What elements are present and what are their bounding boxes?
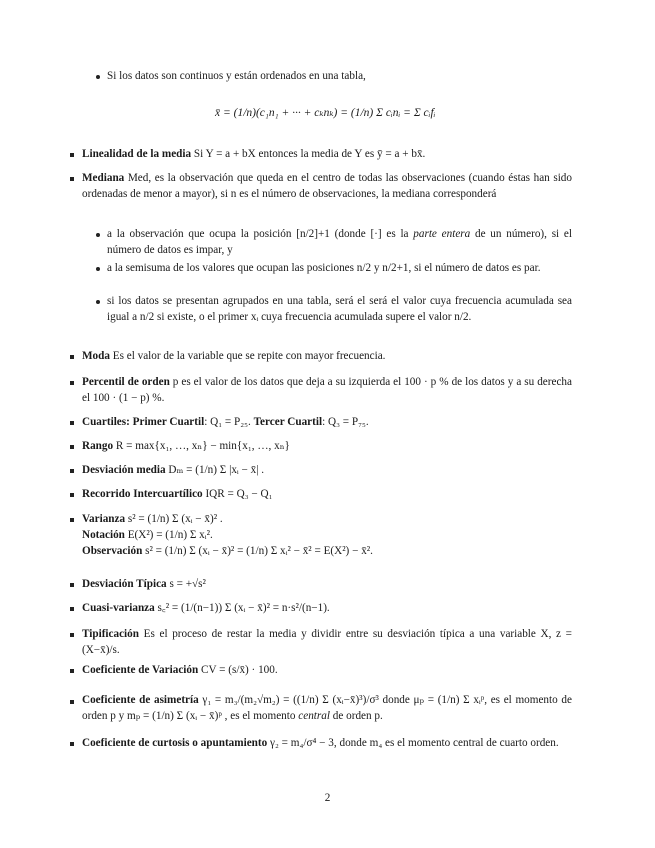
item-text-2: E(X²) = (1/n) Σ xᵢ². — [124, 529, 213, 542]
item-cuartiles — [82, 414, 572, 430]
item-text: γ₁ = m₃/(m₂√m₂) = ((1/n) Σ (xᵢ−x̄)³)/σ³ donde μₚ = (1/n) Σ xᵢᵖ, es el momento de orden p y mₚ = (1/n) Σ (xᵢ − x̄)ᵖ , es el momento — [82, 694, 572, 723]
bullet-dot — [96, 300, 100, 304]
item-text: IQR = Q₃ − Q₁ — [202, 488, 273, 500]
item-text: Si Y = a + bX entonces la media de Y es ȳ = a + bx̄. — [191, 148, 426, 160]
item-title: Rango — [82, 440, 114, 452]
bullet-square — [70, 177, 74, 181]
item-text-2: : Q₃ = P₇₅. — [322, 416, 369, 428]
bullet-dot — [96, 233, 100, 237]
page-number: 2 — [324, 792, 331, 804]
bullet-square — [70, 421, 74, 425]
item-coef-asimetria — [82, 692, 572, 724]
item-title: Mediana — [82, 172, 125, 184]
item-coef-variacion — [82, 662, 572, 678]
item-title: Tipificación — [82, 628, 139, 640]
bullet-square — [70, 469, 74, 473]
item-title: Coeficiente de asimetría — [82, 694, 199, 706]
item-title: Desviación media — [82, 464, 166, 476]
bullet-square — [70, 355, 74, 359]
item-title-2: Tercer Cuartil — [253, 416, 323, 428]
item-cuasi-varianza — [82, 600, 572, 616]
item-title: Cuasi-varianza — [82, 602, 155, 614]
bullet-square — [70, 607, 74, 611]
item-text: : Q₁ = P₂₅. — [204, 416, 254, 428]
item-linealidad — [82, 146, 572, 162]
bullet-text-end: de un número), si el número de datos es impar, y — [107, 228, 572, 257]
mediana-bullet-3: si los datos se presentan agrupados en una tabla, será el será el valor cuya frecuencia acumulada sea igual a n/2 si existe, o el primer xᵢ cuya frecuencia acumulada supere el valor n/2. — [107, 295, 572, 324]
item-text: Med, es la observación que queda en el centro de todas las observaciones (cuando éstas han sido ordenadas de menor a mayor), si n es el número de observaciones, la mediana corresponderá — [82, 172, 572, 201]
bullet-square — [70, 583, 74, 587]
item-varianza — [82, 511, 572, 560]
item-title: Cuartiles: Primer Cuartil — [82, 416, 205, 428]
item-text: p es el valor de los datos que deja a su izquierda el 100 · p % de los datos y a su derecha el 100 · (1 − p) %. — [82, 376, 572, 405]
item-title: Varianza — [82, 513, 126, 525]
item-coef-curtosis — [82, 735, 572, 751]
bullet-square — [70, 518, 74, 522]
item-text: s꜀² = (1/(n−1)) Σ (xᵢ − x̄)² = n·s²/(n−1). — [154, 602, 330, 614]
item-title-3: Observación — [82, 545, 143, 558]
item-emphasis: central — [298, 710, 330, 723]
item-title: Recorrido Intercuartílico — [82, 488, 203, 500]
item-text: Dₘ = (1/n) Σ |xᵢ − x̄| . — [165, 464, 265, 476]
item-title-2: Notación — [82, 529, 125, 542]
item-moda — [82, 348, 572, 364]
item-text: CV = (s/x̄) · 100. — [198, 664, 278, 676]
item-title: Percentil de orden — [82, 376, 170, 388]
item-text: Es el proceso de restar la media y dividir entre su desviación típica a una variable X, z = (X−x̄)/s. — [82, 628, 572, 657]
bullet-emphasis: parte entera — [413, 228, 471, 240]
item-text: γ₂ = m₄/σ⁴ − 3, donde m₄ es el momento central de cuarto orden. — [267, 737, 559, 749]
item-text: s² = (1/n) Σ (xᵢ − x̄)² . — [125, 513, 223, 525]
item-title: Linealidad de la media — [82, 148, 192, 160]
item-text-end: de orden p. — [329, 710, 383, 723]
mediana-bullet-2: a la semisuma de los valores que ocupan las posiciones n/2 y n/2+1, si el número de datos es par. — [107, 262, 541, 274]
item-text: s = +√s² — [166, 578, 206, 590]
bullet-square — [70, 153, 74, 157]
item-rango — [82, 438, 572, 454]
item-mediana — [82, 170, 572, 202]
item-title: Moda — [82, 350, 110, 362]
item-text-3: s² = (1/n) Σ (xᵢ − x̄)² = (1/n) Σ xᵢ² − x̄² = E(X²) − x̄². — [142, 545, 373, 558]
bullet-square — [70, 669, 74, 673]
item-title: Coeficiente de curtosis o apuntamiento — [82, 737, 268, 749]
item-title: Desviación Típica — [82, 578, 167, 590]
bullet-square — [70, 700, 74, 704]
item-recorrido — [82, 486, 572, 502]
bullet-text: a la observación que ocupa la posición [n/2]+1 (donde [·] es la — [107, 228, 414, 240]
formula-mean-table: x̄ = (1/n)(c₁n₁ + ··· + cₖnₖ) = (1/n) Σ cᵢnᵢ = Σ cᵢfᵢ — [215, 107, 436, 119]
bullet-square — [70, 742, 74, 746]
item-text: R = max{x₁, …, xₙ} − min{x₁, …, xₙ} — [113, 440, 290, 452]
item-title: Coeficiente de Variación — [82, 664, 199, 676]
mediana-bullet-1 — [107, 226, 572, 258]
bullet-square — [70, 445, 74, 449]
item-text: Es el valor de la variable que se repite con mayor frecuencia. — [109, 350, 386, 362]
item-desviacion-media — [82, 462, 572, 478]
item-tipificacion — [82, 626, 572, 658]
bullet-square — [70, 493, 74, 497]
bullet-square — [70, 633, 74, 637]
bullet-square — [70, 381, 74, 385]
item-desviacion-tipica — [82, 576, 572, 592]
bullet-dot — [96, 75, 100, 79]
bullet-dot — [96, 267, 100, 271]
item-percentil — [82, 374, 572, 406]
top-bullet-text: Si los datos son continuos y están ordenados en una tabla, — [107, 70, 366, 82]
